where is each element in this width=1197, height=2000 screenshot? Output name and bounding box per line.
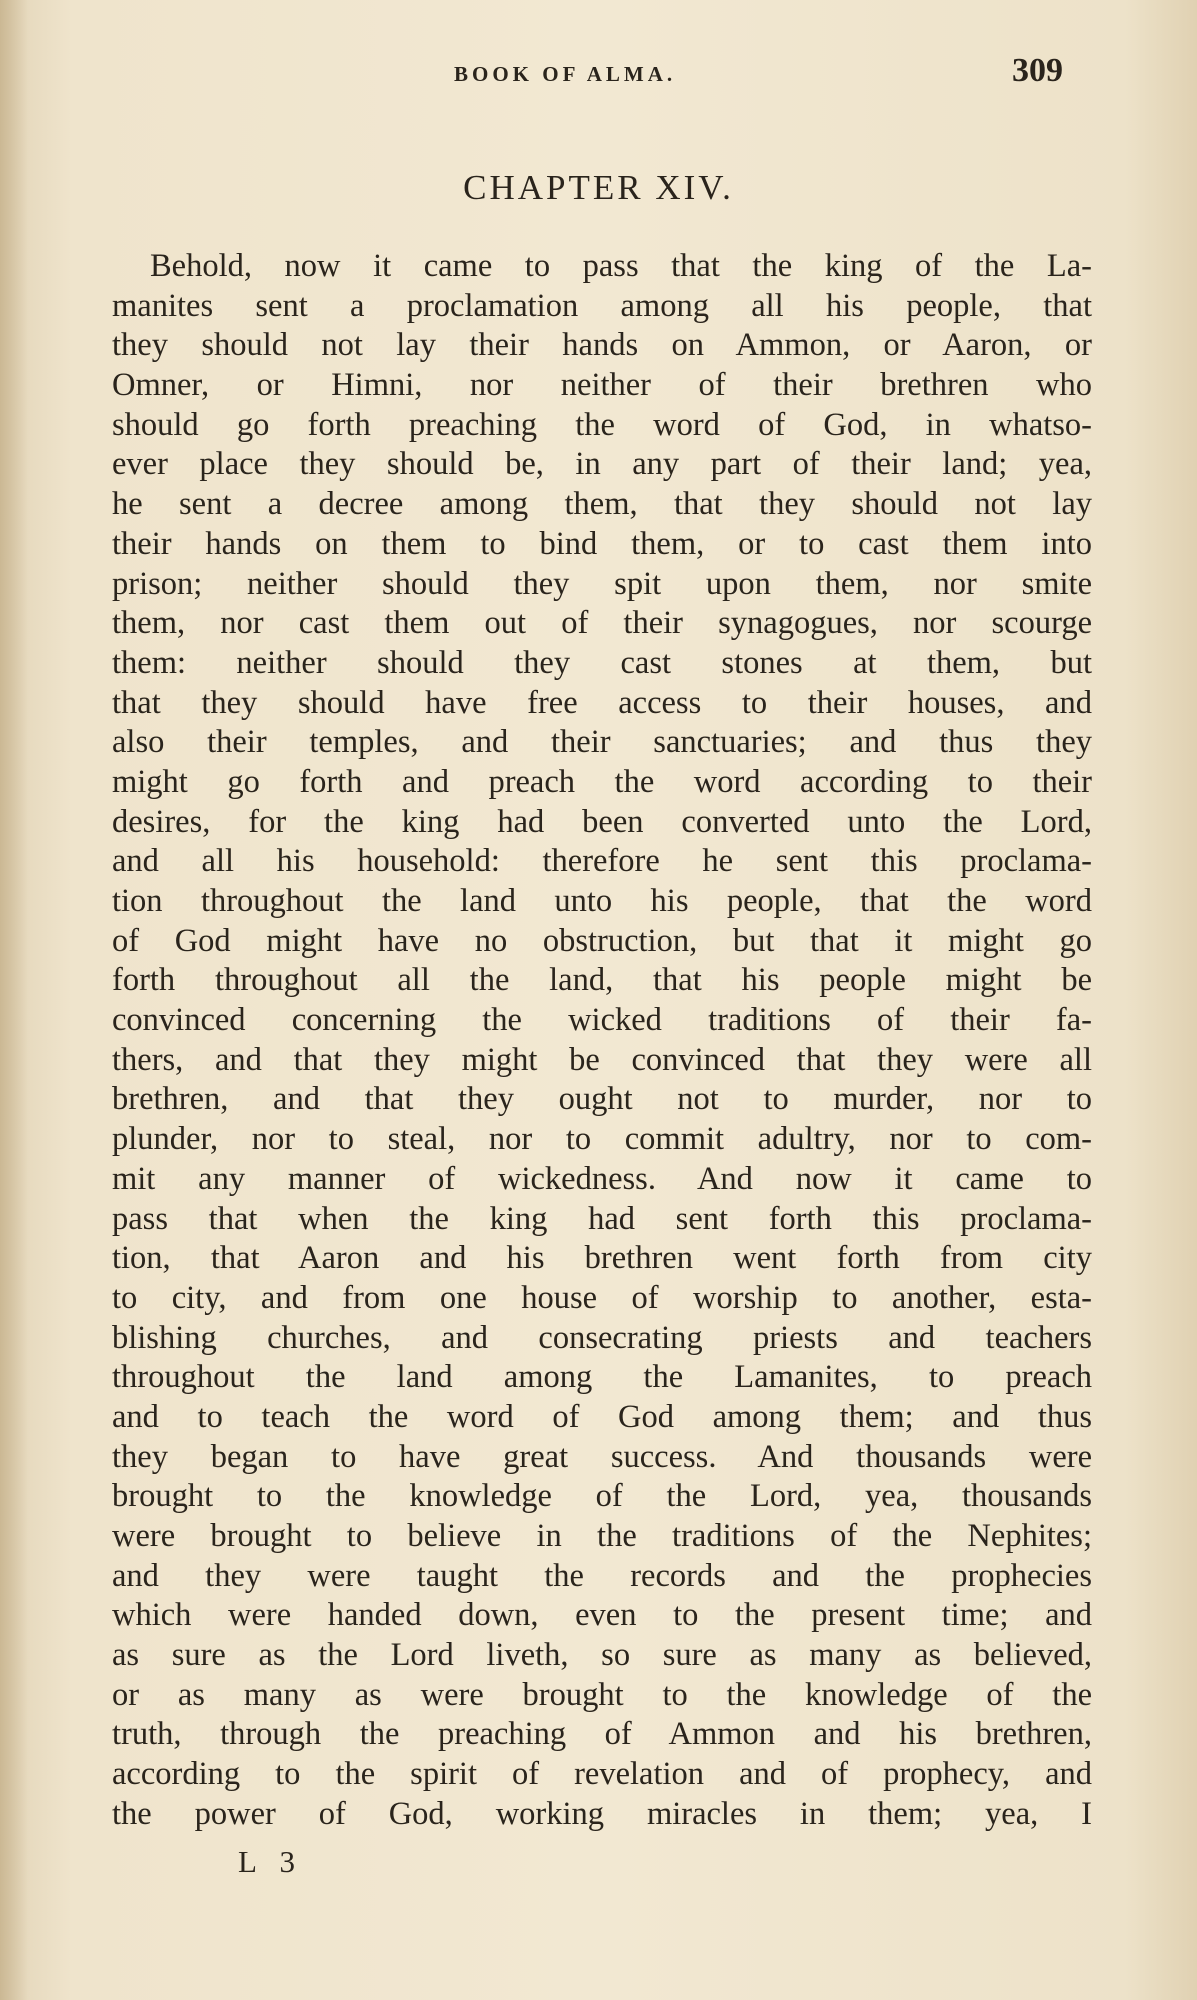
text-line: Omner, or Himni, nor neither of their brethren who bbox=[112, 367, 1092, 404]
text-line: should go forth preaching the word of God, in whatso- bbox=[112, 406, 1092, 443]
text-line: them, nor cast them out of their synagogues, nor scourge bbox=[112, 605, 1092, 642]
text-line: convinced concerning the wicked traditions of their fa- bbox=[112, 1002, 1092, 1039]
text-line: were brought to believe in the traditions of the Nephites; bbox=[112, 1518, 1092, 1554]
text-line: prison; neither should they spit upon them, nor smite bbox=[112, 565, 1092, 602]
text-line: brought to the knowledge of the Lord, yea, thousands bbox=[112, 1478, 1092, 1515]
text-line: of God might have no obstruction, but that it might go bbox=[112, 922, 1092, 959]
text-line: might go forth and preach the word according to their bbox=[112, 763, 1092, 800]
text-line: ever place they should be, in any part of their land; yea, bbox=[112, 446, 1092, 483]
running-title: BOOK OF ALMA. bbox=[454, 62, 677, 86]
text-line: that they should have free access to their houses, and bbox=[112, 684, 1092, 721]
text-line: their hands on them to bind them, or to cast them into bbox=[112, 525, 1092, 562]
text-line: mit any manner of wickedness. And now it came to bbox=[112, 1160, 1092, 1197]
text-line: them: neither should they cast stones at them, but bbox=[112, 644, 1092, 681]
text-line: forth throughout all the land, that his people might be bbox=[112, 962, 1092, 999]
text-line: blishing churches, and consecrating priests and teachers bbox=[112, 1319, 1092, 1356]
text-line: throughout the land among the Lamanites, to preach bbox=[112, 1359, 1092, 1396]
text-line: truth, through the preaching of Ammon and his brethren, bbox=[112, 1716, 1092, 1753]
text-line: pass that when the king had sent forth this proclama- bbox=[112, 1200, 1092, 1237]
text-line: as sure as the Lord liveth, so sure as many as believed, bbox=[112, 1637, 1092, 1674]
text-line: manites sent a proclamation among all his people, that bbox=[112, 287, 1092, 324]
text-line: and all his household: therefore he sent this proclama- bbox=[112, 843, 1092, 880]
text-line: they should not lay their hands on Ammon, or Aaron, or bbox=[112, 327, 1092, 364]
text-line: he sent a decree among them, that they should not lay bbox=[112, 486, 1092, 523]
text-line: plunder, nor to steal, nor to commit adultry, nor to com- bbox=[112, 1121, 1092, 1158]
text-line: which were handed down, even to the present time; and bbox=[112, 1597, 1092, 1634]
text-line: also their temples, and their sanctuaries; and thus they bbox=[112, 724, 1092, 761]
text-line: according to the spirit of revelation and of prophecy, and bbox=[112, 1756, 1092, 1793]
text-line: brethren, and that they ought not to murder, nor to bbox=[112, 1081, 1092, 1118]
chapter-heading: CHAPTER XIV. bbox=[463, 168, 734, 207]
text-line: to city, and from one house of worship to another, esta- bbox=[112, 1279, 1092, 1316]
text-line: the power of God, working miracles in them; yea, I bbox=[112, 1795, 1092, 1832]
text-line: or as many as were brought to the knowledge of the bbox=[112, 1676, 1092, 1713]
text-line: and to teach the word of God among them; and thus bbox=[112, 1398, 1092, 1435]
text-line: Behold, now it came to pass that the king of the La- bbox=[150, 248, 1092, 284]
text-line: desires, for the king had been converted unto the Lord, bbox=[112, 803, 1092, 840]
text-line: tion, that Aaron and his brethren went forth from city bbox=[112, 1240, 1092, 1277]
binding-shadow bbox=[0, 0, 28, 2000]
text-line: tion throughout the land unto his people, that the word bbox=[112, 883, 1092, 919]
signature-mark: L 3 bbox=[238, 1844, 304, 1879]
page-number: 309 bbox=[1012, 52, 1063, 89]
text-line: thers, and that they might be convinced that they were all bbox=[112, 1041, 1092, 1078]
text-line: they began to have great success. And thousands were bbox=[112, 1438, 1092, 1475]
text-line: and they were taught the records and the prophecies bbox=[112, 1557, 1092, 1594]
chapter-body-text bbox=[112, 247, 1092, 1835]
